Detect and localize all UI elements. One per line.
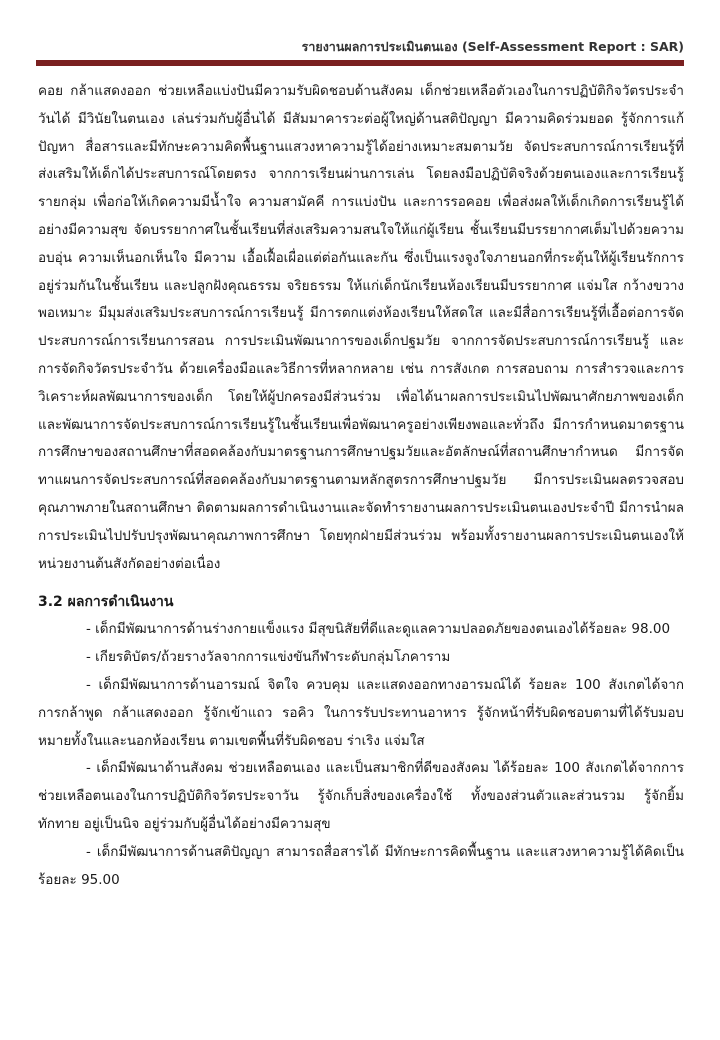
intro-paragraph: คอย กล้าแสดงออก ช่วยเหลือแบ่งปันมีความรับผิดชอบด้านสังคม เด็กช่วยเหลือตัวเองในการปฏิบัติกิจวัตรประจำวันได้ มีวินัยในตนเอง เล่นร่วมกับผู้อื่นได้ มีสัมมาคารวะต่อผู้ใหญ่ด้านสติปัญญา มีความคิดร่วมยอด รู้จักการแก้ปัญหา สื่อสารและมีทักษะความคิดพื้นฐานแสวงหาความรู้ได้อย่างเหมาะสมตามวัย จัดประสบการณ์การเรียนรู้ที่ส่งเสริมให้เด็กได้ประสบการณ์โดยตรง จากการเรียนผ่านการเล่น โดยลงมือปฏิบัติจริงด้วยตนเองและการเรียนรู้รายกลุ่ม เพื่อก่อให้เกิดความมีน้ำใจ ความสามัคคี การแบ่งปัน และการรอคอย เพื่อส่งผลให้เด็กเกิดการเรียนรู้ได้อย่างมีความสุข จัดบรรยากาศในชั้นเรียนที่ส่งเสริมความสนใจให้แก่ผู้เรียน ชั้นเรียนมีบรรยากาศเต็มไปด้วยความอบอุ่น ความเห็นอกเห็นใจ มีความ เอื้อเฝื้อเผื่อแต่ต่อกันและกัน ซึ่งเป็นแรงจูงใจภายนอกที่กระตุ้นให้ผู้เรียนรักการอยู่ร่วมกันในชั้นเรียน และปลูกฝังคุณธรรม จริยธรรม ให้แก่เด็กนักเรียนห้องเรียนมีบรรยากาศ แจ่มใส กว้างขวางพอเหมาะ มีมุมส่งเสริมประสบการณ์การเรียนรู้ มีการตกแต่งห้องเรียนให้สดใส และมีสื่อการเรียนรู้ที่เอื้อต่อการจัดประสบการณ์การเรียนการสอน การประเมินพัฒนาการของเด็กปฐมวัย จากการจัดประสบการณ์การเรียนรู้ และการจัดกิจวัตรประจำวัน ด้วยเครื่องมือและวิธีการที่หลากหลาย เช่น การสังเกต การสอบถาม การสำรวจและการวิเคราะห์ผลพัฒนาการของเด็ก โดยให้ผู้ปกครองมีส่วนร่วม เพื่อได้นาผลการประเมินไปพัฒนาศักยภาพของเด็กและพัฒนาการจัดประสบการณ์การเรียนรู้ในชั้นเรียนเพื่อพัฒนาครูอย่างเพียงพอและทั่วถึง มีการกำหนดมาตรฐานการศึกษาของสถานศึกษาที่สอดคล้องกับมาตรฐานการศึกษาปฐมวัยและอัตลักษณ์ที่สถานศึกษากำหนด มีการจัดทาแผนการจัดประสบการณ์ที่สอดคล้องกับมาตรฐานตามหลักสูตรการศึกษาปฐมวัย มีการประเมินผลตรวจสอบคุณภาพภายในสถานศึกษา ติดตามผลการดำเนินงานและจัดทำรายงานผลการประเมินตนเองประจำปี มีการนำผลการประเมินไปปรับปรุงพัฒนาคุณภาพการศึกษา โดยทุกฝ่ายมีส่วนร่วม พร้อมทั้งรายงานผลการประเมินตนเองให้หน่วยงานต้นสังกัดอย่างต่อเนื่อง: [38, 83, 684, 572]
result-item: - เกียรติบัตร/ถ้วยรางวัลจากการแข่งขันกีฬาระดับกลุ่มโภคาราม: [86, 649, 451, 666]
result-item: - เด็กมีพัฒนาการด้านอารมณ์ จิตใจ ควบคุม และแสดงออกทางอารมณ์ได้ ร้อยละ 100 สังเกตได้จากการกล้าพูด กล้าแสดงออก รู้จักเข้าแถว รอคิว ในการรับประทานอาหาร รู้จักหน้าที่รับผิดชอบตามที่ได้รับมอบหมายทั้งในและนอกห้องเรียน ตามเขตพื้นที่รับผิดชอบ ร่าเริง แจ่มใส: [38, 676, 684, 749]
result-item: - เด็กมีพัฒนาการด้านร่างกายแข็งแรง มีสุขนิสัยที่ดีและดูแลความปลอดภัยของตนเองได้ร้อยละ 98.00: [86, 621, 671, 638]
result-item: - เด็กมีพัฒนาการด้านสติปัญญา สามารถสื่อสารได้ มีทักษะการคิดพื้นฐาน และแสวงหาความรู้ได้คิดเป็นร้อยละ 95.00: [38, 843, 684, 888]
page-header: [36, 38, 684, 56]
result-item: - เด็กมีพัฒนาด้านสังคม ช่วยเหลือตนเอง และเป็นสมาชิกที่ดีของสังคม ได้ร้อยละ 100 สังเกตได้จากการช่วยเหลือตนเองในการปฏิบัติกิจวัตรประจาวัน รู้จักเก็บสิ่งของเครื่องใช้ ทั้งของส่วนตัวและส่วนรวม รู้จักยิ้ม ทักทาย อยู่เป็นนิจ อยู่ร่วมกับผู้อื่นได้อย่างมีความสุข: [38, 760, 684, 832]
section-title: 3.2 ผลการดำเนินงาน: [38, 594, 174, 611]
document-body: [38, 78, 684, 894]
report-title: รายงานผลการประเมินตนเอง (Self-Assessment Report : SAR): [301, 39, 684, 54]
header-divider: [36, 60, 684, 66]
